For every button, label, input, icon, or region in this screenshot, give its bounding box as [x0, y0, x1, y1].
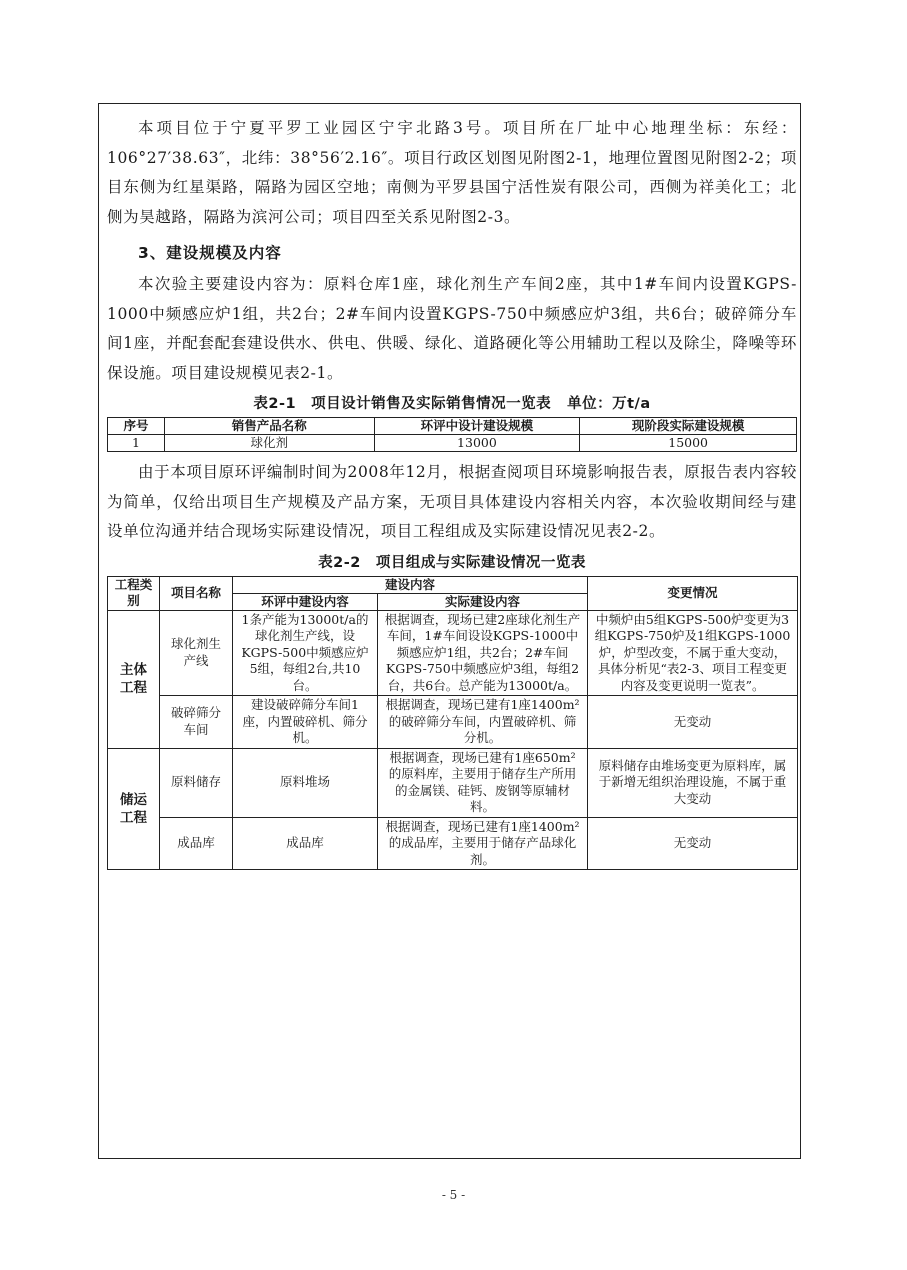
project-name-cell: 破碎筛分车间	[160, 696, 233, 749]
actual-cell: 根据调查，现场已建有1座1400m²的成品库，主要用于储存产品球化剂。	[378, 817, 588, 870]
table-row	[108, 817, 798, 870]
page-number: - 5 -	[441, 1188, 466, 1202]
table-header-actual: 实际建设内容	[378, 593, 588, 610]
table-cell: 15000	[580, 435, 797, 452]
change-cell: 原料储存由堆场变更为原料库，属于新增无组织治理设施，不属于重大变动	[588, 748, 798, 817]
project-name-cell: 成品库	[160, 817, 233, 870]
eia-cell: 建设破碎筛分车间1座，内置破碎机、筛分机。	[233, 696, 378, 749]
table-header-type: 工程类别	[108, 576, 160, 610]
table-header-eia: 环评中建设内容	[233, 593, 378, 610]
table-header: 序号	[108, 418, 165, 435]
table1-title: 表2-1 项目设计销售及实际销售情况一览表	[253, 396, 552, 412]
project-name-cell: 球化剂生产线	[160, 610, 233, 696]
change-cell: 中频炉由5组KGPS-500炉变更为3组KGPS-750炉及1组KGPS-1000炉，炉型改变，不属于重大变动，具体分析见“表2-3、项目工程变更内容及变更说明一览表”。	[588, 610, 798, 696]
table-cell: 13000	[374, 435, 580, 452]
composition-table	[107, 576, 798, 871]
table-header-content: 建设内容	[233, 576, 588, 593]
table-header-row	[108, 418, 797, 435]
eia-cell: 1条产能为13000t/a的球化剂生产线，设KGPS-500中频感应炉5组，每组2台,共10台。	[233, 610, 378, 696]
table-row	[108, 748, 798, 817]
table-header-name: 项目名称	[160, 576, 233, 610]
table-cell: 球化剂	[164, 435, 374, 452]
table-cell: 1	[108, 435, 165, 452]
location-paragraph: 本项目位于宁夏平罗工业园区宁宇北路3号。项目所在厂址中心地理坐标：东经：106°27′38.63″，北纬：38°56′2.16″。项目行政区划图见附图2-1，地理位置图见附图2-2；项目东侧为红星渠路，隔路为园区空地；南侧为平罗县国宁活性炭有限公司，西侧为祥美化工；北侧为昊越路，隔路为滨河公司；项目四至关系见附图2-3。	[107, 119, 797, 226]
table-header-row	[108, 576, 798, 593]
table2-caption: 表2-2 项目组成与实际建设情况一览表	[318, 554, 586, 571]
scope-paragraph: 本次验主要建设内容为：原料仓库1座，球化剂生产车间2座，其中1#车间内设置KGPS-1000中频感应炉1组，共2台；2#车间内设置KGPS-750中频感应炉3组，共6台；破碎筛分车间1座，并配套配套建设供水、供电、供暖、绿化、道路硬化等公用辅助工程以及除尘，降噪等环保设施。项目建设规模见表2-1。	[107, 275, 797, 382]
table-header: 销售产品名称	[164, 418, 374, 435]
table1-caption	[107, 392, 797, 416]
actual-cell: 根据调查，现场已建有1座650m²的原料库，主要用于储存生产所用的金属镁、硅钙、废钢等原辅材料。	[378, 748, 588, 817]
change-cell: 无变动	[588, 696, 798, 749]
table-header: 环评中设计建设规模	[374, 418, 580, 435]
section-title: 3、建设规模及内容	[138, 244, 282, 262]
eia-cell: 成品库	[233, 817, 378, 870]
explain-paragraph: 由于本项目原环评编制时间为2008年12月，根据查阅项目环境影响报告表，原报告表内容较为简单，仅给出项目生产规模及产品方案，无项目具体建设内容相关内容，本次验收期间经与建设单位沟通并结合现场实际建设情况，项目工程组成及实际建设情况见表2-2。	[107, 463, 797, 540]
actual-cell: 根据调查，现场已建2座球化剂生产车间，1#车间设设KGPS-1000中频感应炉1组，共2台；2#车间KGPS-750中频感应炉3组，每组2台，共6台。总产能为13000t/a。	[378, 610, 588, 696]
category-cell: 主体工程	[108, 610, 160, 748]
category-cell: 储运工程	[108, 748, 160, 870]
table-header: 现阶段实际建设规模	[580, 418, 797, 435]
change-cell: 无变动	[588, 817, 798, 870]
table-row	[108, 696, 798, 749]
actual-cell: 根据调查，现场已建有1座1400m²的破碎筛分车间，内置破碎机、筛分机。	[378, 696, 588, 749]
table-row	[108, 435, 797, 452]
table1-unit: 单位：万t/a	[567, 396, 651, 412]
table-header-change: 变更情况	[588, 576, 798, 610]
page-content	[107, 106, 797, 870]
sales-table	[107, 417, 797, 452]
table-row	[108, 610, 798, 696]
project-name-cell: 原料储存	[160, 748, 233, 817]
eia-cell: 原料堆场	[233, 748, 378, 817]
